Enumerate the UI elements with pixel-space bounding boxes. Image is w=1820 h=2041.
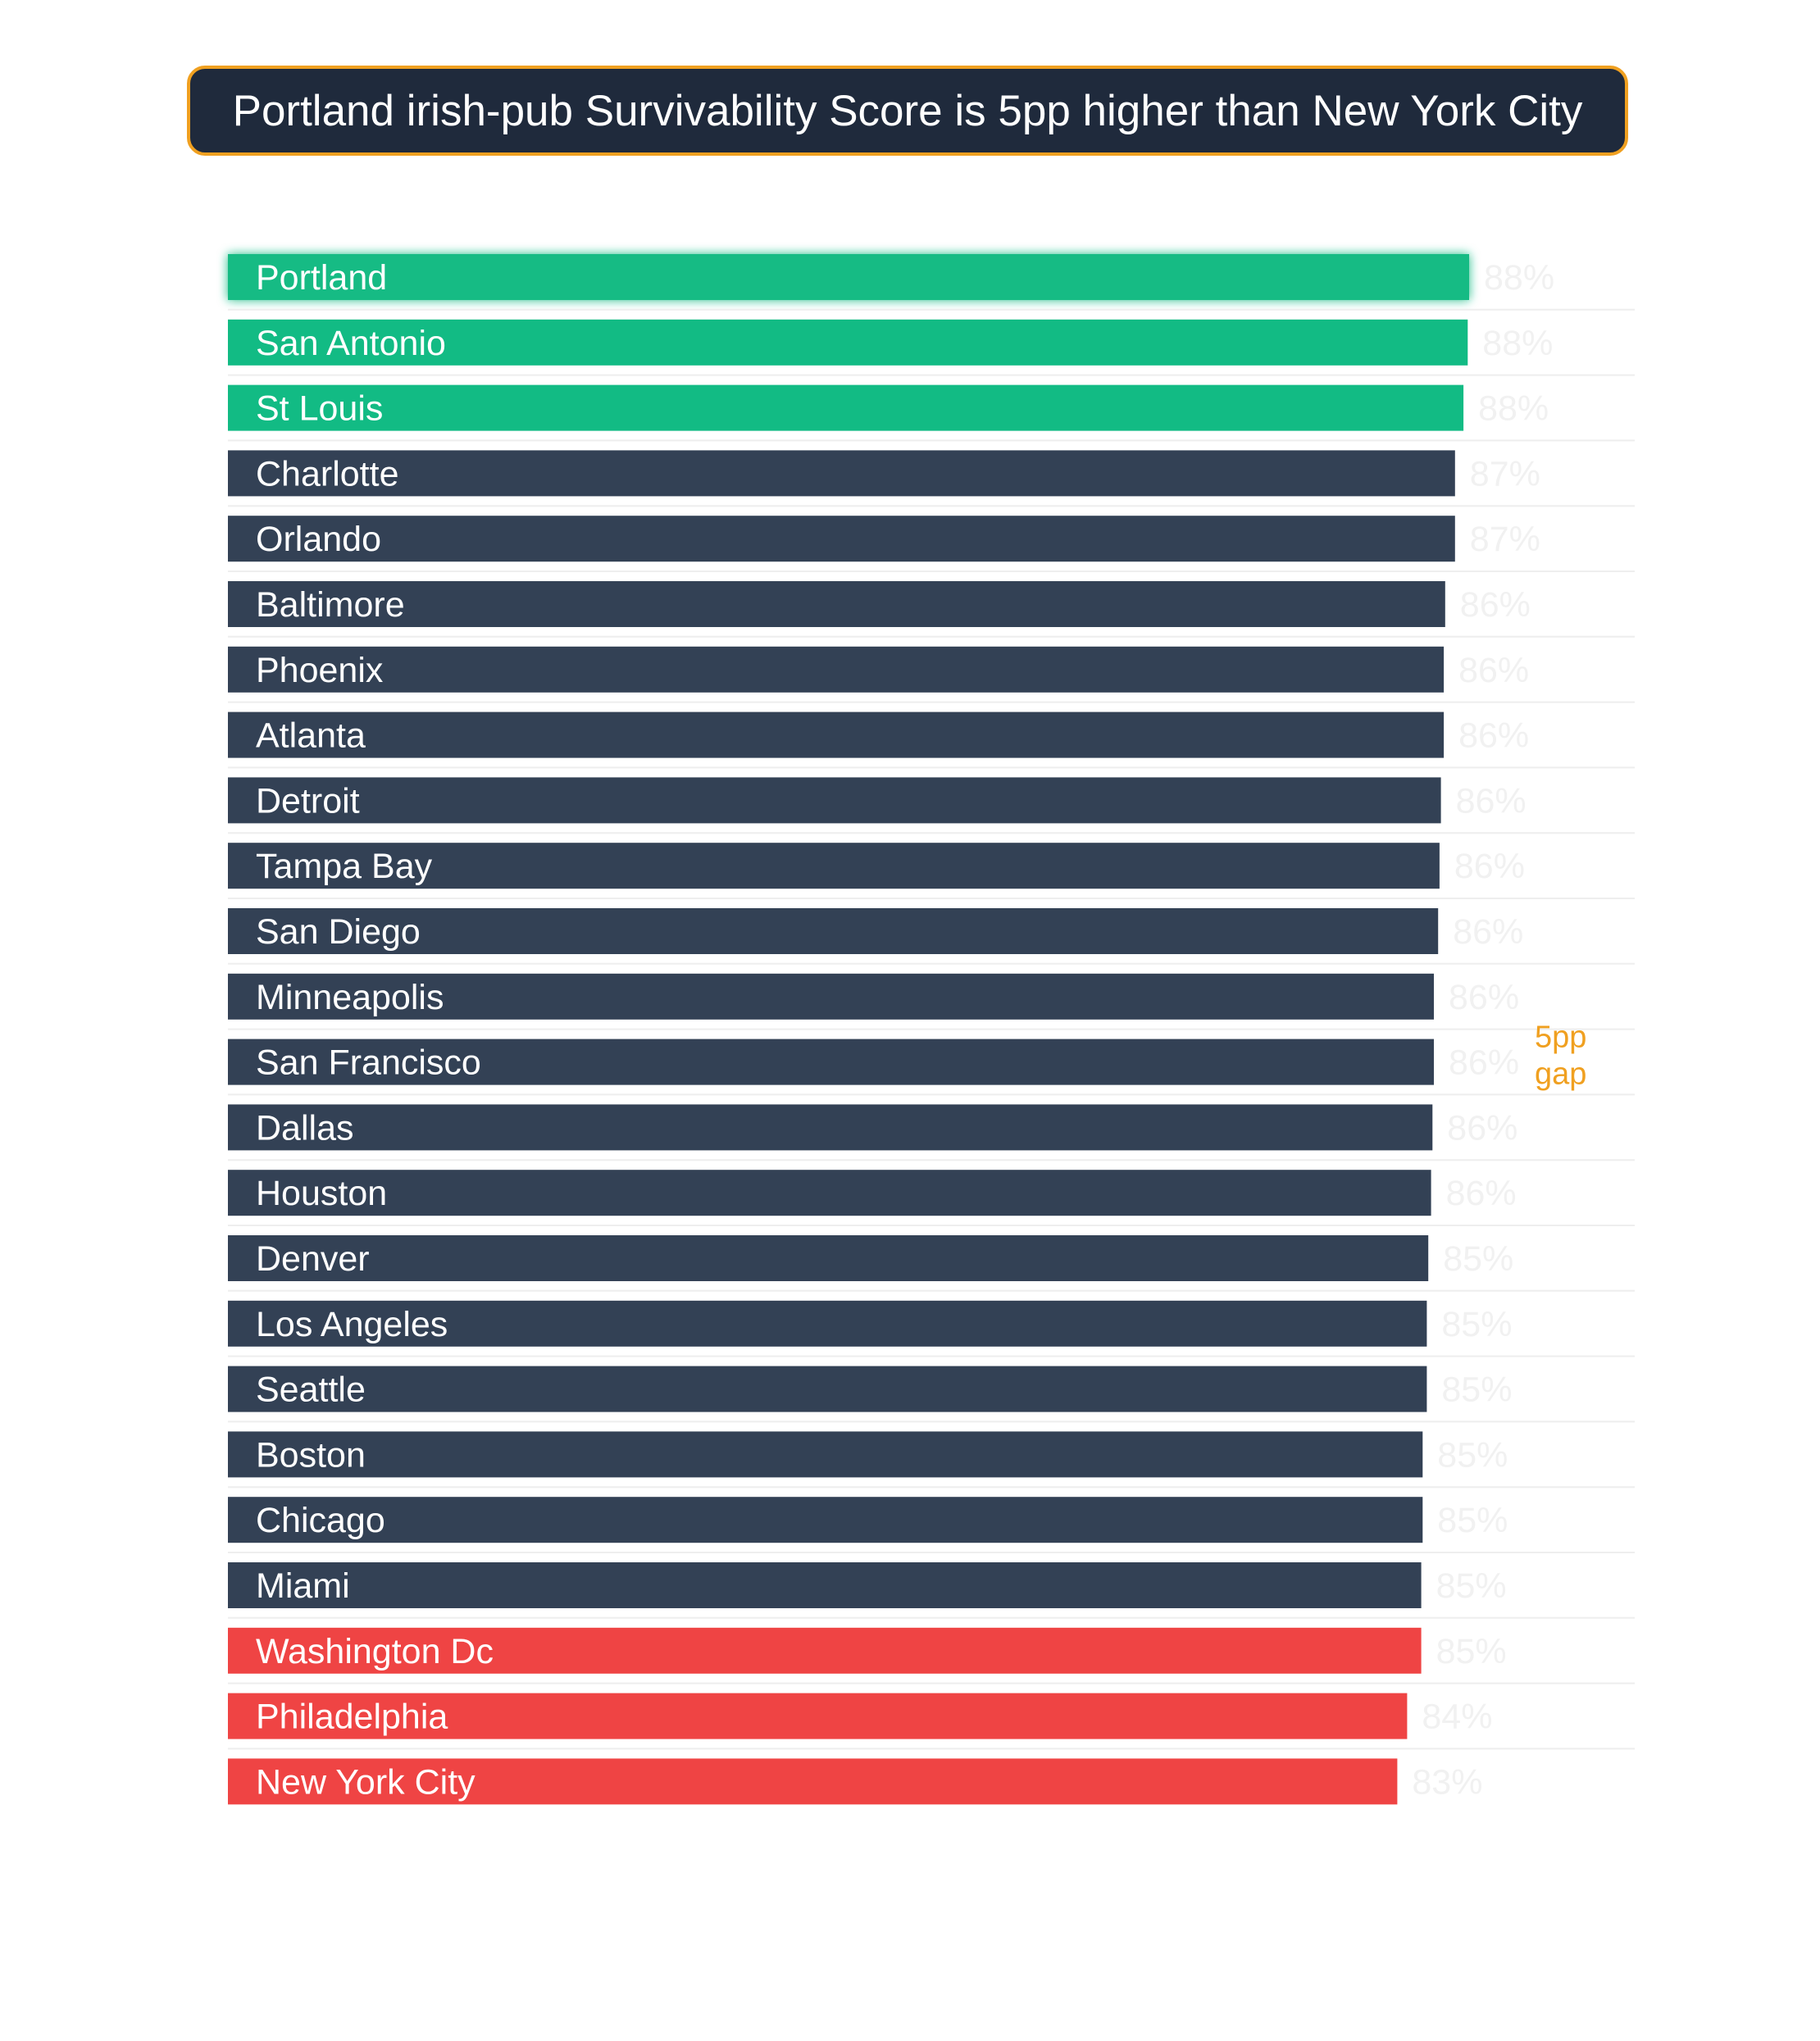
gap-annotation-line: gap <box>1535 1057 1587 1092</box>
category-label: San Francisco <box>256 1043 481 1083</box>
bar-detroit <box>228 777 1441 823</box>
bar-rows <box>228 254 1635 1804</box>
category-label: Los Angeles <box>256 1304 448 1344</box>
category-label: Miami <box>256 1566 350 1606</box>
category-label: Detroit <box>256 781 360 821</box>
value-label: 85% <box>1443 1239 1514 1279</box>
category-label: Washington Dc <box>256 1631 494 1671</box>
value-label: 84% <box>1422 1697 1493 1737</box>
value-label: 85% <box>1437 1501 1508 1541</box>
category-label: Portland <box>256 258 388 298</box>
bar-seattle <box>228 1366 1426 1412</box>
value-label: 88% <box>1478 389 1549 429</box>
bar-miami <box>228 1562 1422 1608</box>
category-label: Chicago <box>256 1501 385 1541</box>
value-label: 86% <box>1458 650 1530 690</box>
bar-chicago <box>228 1497 1422 1543</box>
value-label: 86% <box>1449 977 1520 1017</box>
value-label: 85% <box>1441 1304 1513 1344</box>
category-label: New York City <box>256 1762 475 1802</box>
value-label: 88% <box>1482 323 1554 363</box>
bar-phoenix <box>228 647 1444 693</box>
bar-charlotte <box>228 450 1455 496</box>
chart-title: Portland irish-pub Survivability Score is 5pp higher than New York City <box>187 66 1628 156</box>
category-label: Houston <box>256 1174 388 1214</box>
category-label: Boston <box>256 1435 366 1475</box>
category-label: Atlanta <box>256 716 366 756</box>
bar-denver <box>228 1235 1428 1281</box>
value-label: 86% <box>1458 716 1530 756</box>
category-label: St Louis <box>256 389 384 429</box>
category-label: Charlotte <box>256 454 399 494</box>
value-label: 83% <box>1412 1762 1483 1802</box>
value-label: 86% <box>1455 781 1527 821</box>
gap-annotation <box>1535 1020 1586 1092</box>
bar-boston <box>228 1431 1422 1477</box>
value-label: 86% <box>1445 1174 1517 1214</box>
value-label: 86% <box>1454 847 1525 887</box>
category-label: San Diego <box>256 912 421 952</box>
bar-dallas <box>228 1104 1432 1150</box>
bar-houston <box>228 1170 1431 1216</box>
value-label: 86% <box>1449 1043 1520 1083</box>
value-label: 87% <box>1469 454 1540 494</box>
bar-baltimore <box>228 581 1445 627</box>
bar-st-louis <box>228 385 1463 431</box>
category-label: Minneapolis <box>256 977 444 1017</box>
value-label: 85% <box>1436 1566 1507 1606</box>
bar-atlanta <box>228 712 1444 758</box>
value-label: 86% <box>1459 585 1531 625</box>
category-label: Philadelphia <box>256 1697 448 1737</box>
value-label: 88% <box>1484 258 1555 298</box>
value-label: 87% <box>1469 520 1540 560</box>
category-label: San Antonio <box>256 323 446 363</box>
category-label: Orlando <box>256 520 381 560</box>
category-label: Baltimore <box>256 585 405 625</box>
value-label: 85% <box>1437 1435 1508 1475</box>
category-label: Tampa Bay <box>256 847 433 887</box>
category-label: Seattle <box>256 1370 366 1410</box>
gap-annotation-line: 5pp <box>1535 1020 1587 1055</box>
bar-portland <box>228 254 1469 300</box>
value-label: 85% <box>1441 1370 1513 1410</box>
value-label: 85% <box>1436 1631 1507 1671</box>
value-label: 86% <box>1453 912 1524 952</box>
category-label: Phoenix <box>256 650 384 690</box>
category-label: Dallas <box>256 1108 354 1148</box>
bar-orlando <box>228 516 1455 561</box>
value-label: 86% <box>1447 1108 1518 1148</box>
category-label: Denver <box>256 1239 370 1279</box>
